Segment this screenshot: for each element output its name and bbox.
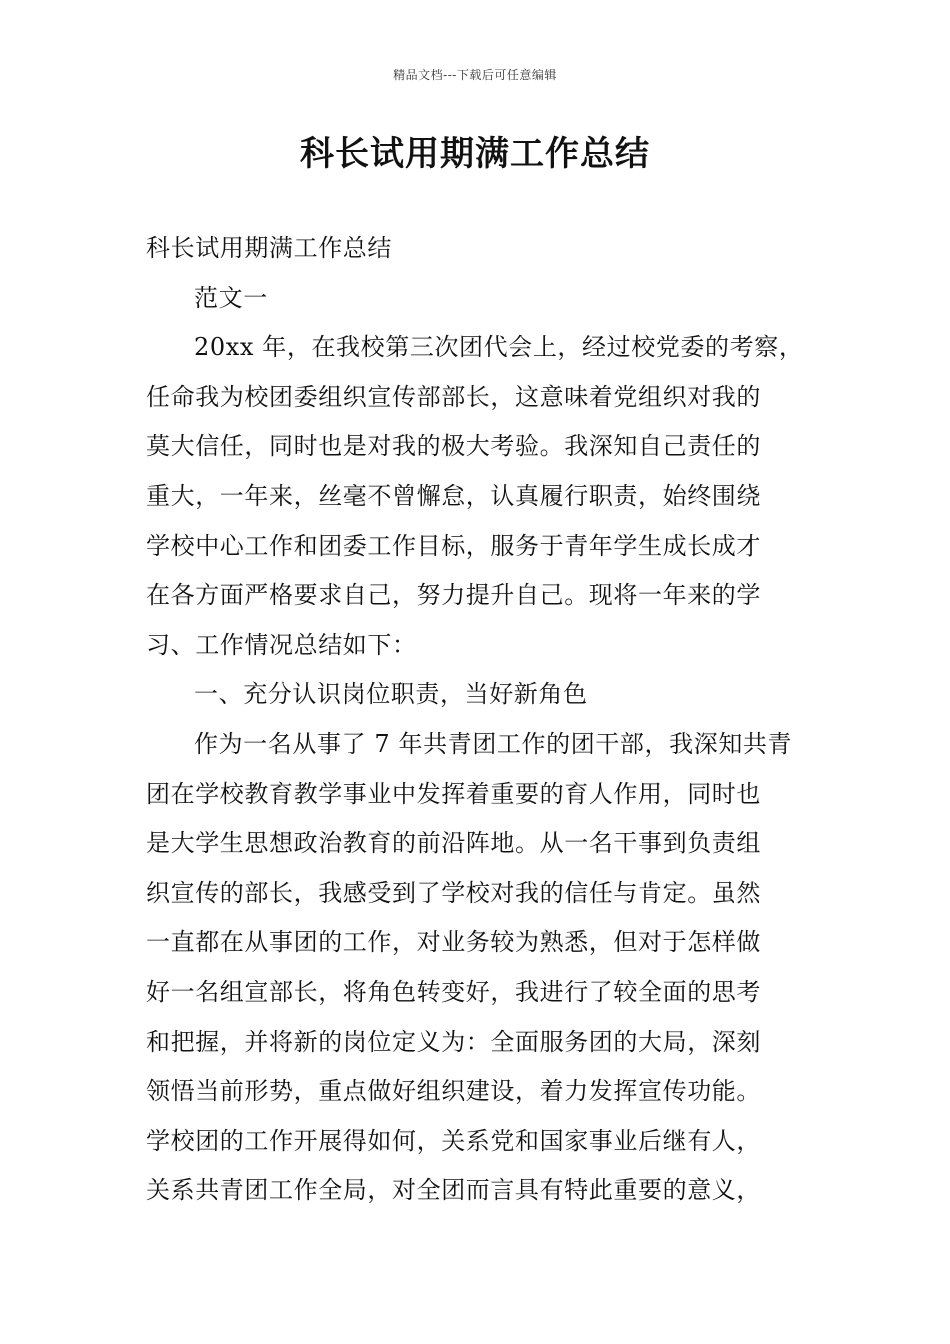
body-line: 是大学生思想政治教育的前沿阵地。从一名干事到负责组 [146, 829, 761, 858]
body-line: 好一名组宣部长，将角色转变好，我进行了较全面的思考 [146, 977, 761, 1006]
body-line: 学校中心工作和团委工作目标，服务于青年学生成长成才 [146, 531, 761, 560]
document-body [146, 224, 836, 1216]
body-line: 领悟当前形势，重点做好组织建设，着力发挥宣传功能。 [146, 1077, 761, 1106]
body-line: 重大，一年来，丝毫不曾懈怠，认真履行职责，始终围绕 [146, 481, 761, 510]
body-line: 任命我为校团委组织宣传部部长，这意味着党组织对我的 [146, 382, 761, 411]
body-line: 莫大信任，同时也是对我的极大考验。我深知自己责任的 [146, 432, 761, 461]
body-line: 团在学校教育教学事业中发挥着重要的育人作用，同时也 [146, 779, 761, 808]
body-line: 科长试用期满工作总结 [146, 234, 392, 262]
body-line: 作为一名从事了 7 年共青团工作的团干部，我深知共青 [194, 729, 793, 758]
body-line: 和把握，并将新的岗位定义为：全面服务团的大局，深刻 [146, 1027, 761, 1056]
body-line: 一直都在从事团的工作，对业务较为熟悉，但对于怎样做 [146, 928, 761, 957]
section-heading: 一、充分认识岗位职责，当好新角色 [194, 680, 588, 709]
body-line: 学校团的工作开展得如何，关系党和国家事业后继有人， [146, 1126, 761, 1155]
header-note: 精品文档---下载后可任意编辑 [393, 68, 557, 82]
body-line: 织宣传的部长，我感受到了学校对我的信任与肯定。虽然 [146, 878, 761, 907]
body-line: 范文一 [194, 283, 268, 312]
body-line: 关系共青团工作全局，对全团而言具有特此重要的意义， [146, 1176, 761, 1205]
body-line: 在各方面严格要求自己，努力提升自己。现将一年来的学 [146, 581, 761, 610]
body-line: 习、工作情况总结如下： [146, 630, 417, 659]
body-line: 20xx 年，在我校第三次团代会上，经过校党委的考察， [194, 333, 804, 362]
document-title: 科长试用期满工作总结 [300, 134, 650, 174]
